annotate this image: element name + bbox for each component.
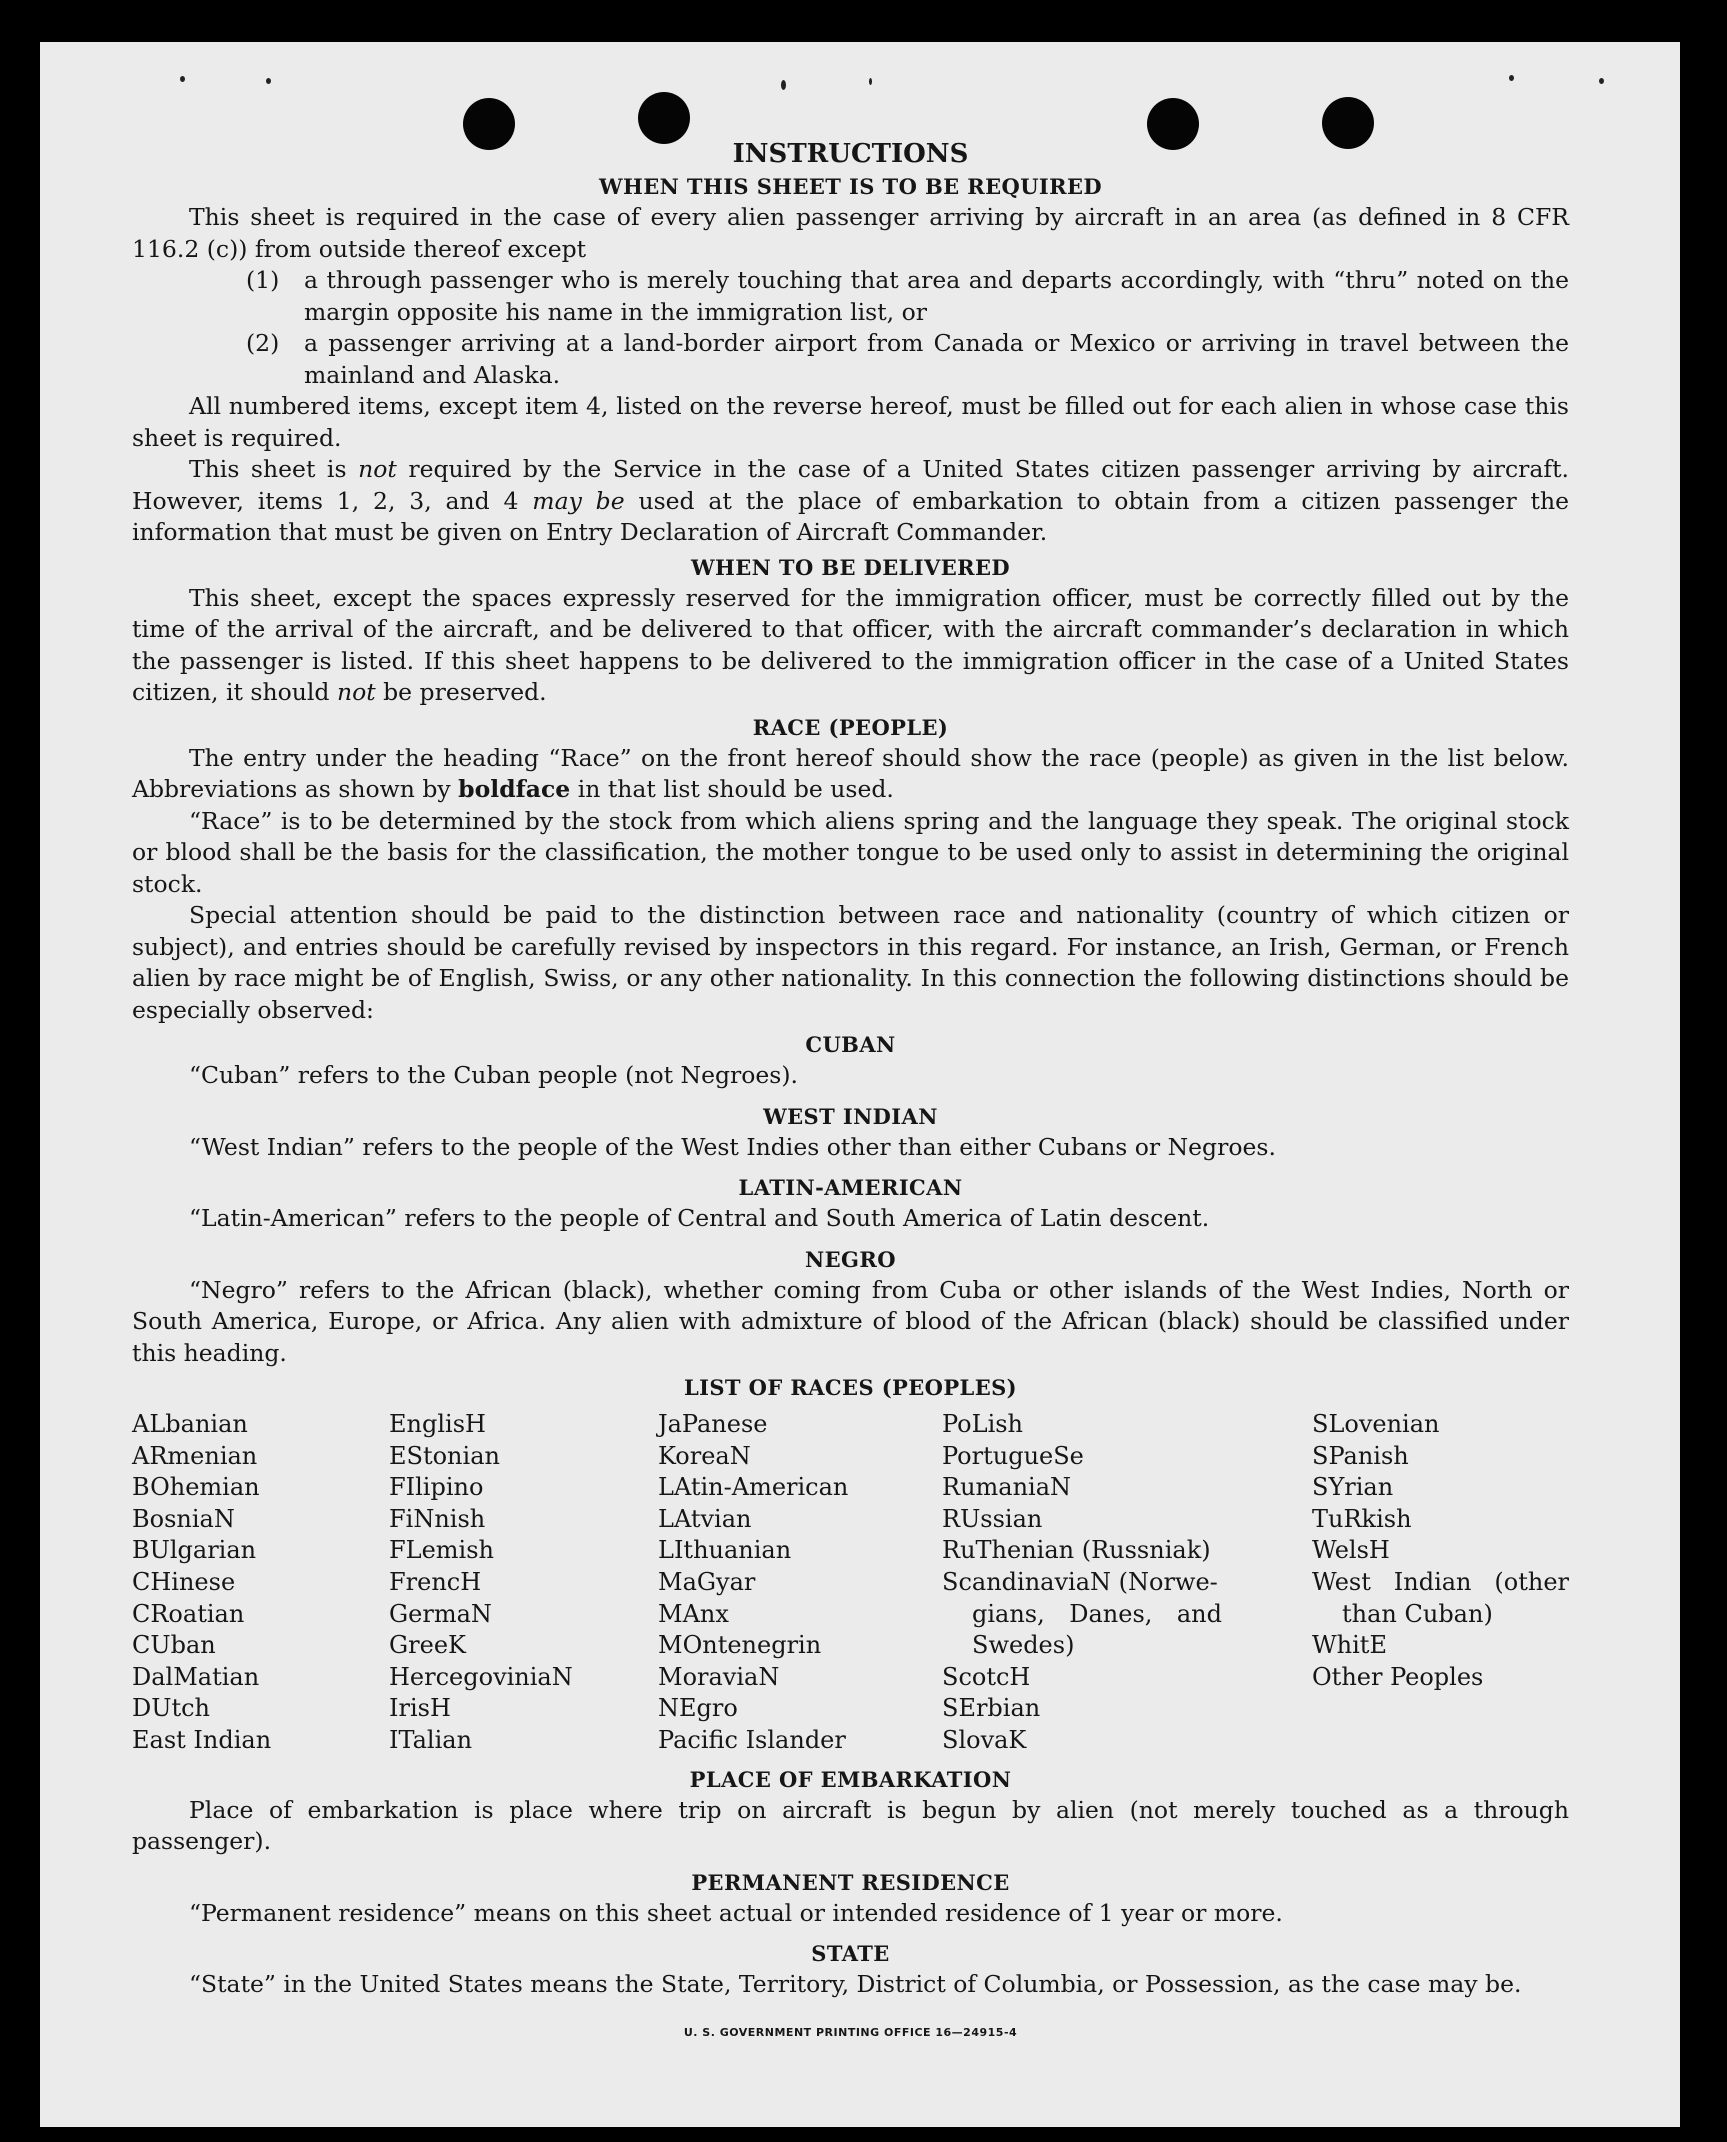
section-heading: WEST INDIAN (763, 1103, 938, 1129)
race-entry: TuRkish (1312, 1504, 1412, 1533)
race-entry: EStonian (389, 1441, 500, 1470)
document-sheet (40, 42, 1680, 2127)
race-entry: ALbanian (132, 1410, 248, 1438)
race-entry: EnglisH (389, 1410, 486, 1438)
race-entry: FrencH (389, 1567, 482, 1596)
race-column (658, 1409, 942, 1757)
race-entry: ScotcH (942, 1662, 1031, 1691)
race-list (132, 1409, 1569, 1757)
paragraph: Place of embarkation is place where trip on aircraft is begun by alien (not merely touched as a through passenger). (132, 1795, 1569, 1856)
race-entry: LAtvian (658, 1504, 752, 1533)
section-heading: PLACE OF EMBARKATION (689, 1766, 1012, 1792)
race-entry: DalMatian (132, 1662, 260, 1691)
race-entry: NEgro (658, 1694, 738, 1723)
race-column (1312, 1409, 1569, 1757)
paragraph: “Cuban” refers to the Cuban people (not Negroes). (189, 1061, 799, 1089)
race-entry: Other Peoples (1312, 1662, 1484, 1691)
race-entry: MAnx (658, 1599, 729, 1628)
section-heading: PERMANENT RESIDENCE (691, 1869, 1010, 1895)
race-entry: FLemish (389, 1536, 494, 1565)
race-column (389, 1409, 658, 1757)
race-entry: GreeK (389, 1631, 466, 1660)
speck (180, 76, 185, 82)
race-entry: HercegoviniaN (389, 1662, 573, 1691)
race-column (942, 1409, 1312, 1757)
section-heading: STATE (811, 1941, 890, 1967)
race-entry: East Indian (132, 1725, 272, 1754)
section-heading: WHEN TO BE DELIVERED (690, 554, 1010, 580)
race-entry: West Indian (other (1312, 1567, 1569, 1596)
paragraph: “Latin-American” refers to the people of Central and South America of Latin descent. (189, 1204, 1210, 1232)
section-heading: RACE (PEOPLE) (752, 714, 949, 740)
section-heading: LATIN-AMERICAN (738, 1175, 963, 1200)
race-entry: SYrian (1312, 1473, 1394, 1502)
race-entry: WelsH (1312, 1536, 1390, 1565)
paragraph: This sheet, except the spaces expressly reserved for the immigration officer, must be correctly filled out by the time of the arrival of the aircraft, and be delivered to that officer, with the aircraft commander’s declaration in which the passenger is listed. If this sheet happens to be delivered to the immigration officer in the case of a United States citizen, it should not be preserved. (132, 583, 1569, 706)
race-entry: CRoatian (132, 1599, 245, 1628)
paragraph: Special attention should be paid to the distinction between race and nationality (country of which citizen or subject), and entries should be carefully revised by inspectors in this regard. For instance, an Irish, German, or French alien by race might be of English, Swiss, or any other nationality. In this connection the following distinctions should be especially observed: (132, 901, 1569, 1024)
race-entry: RUssian (942, 1504, 1043, 1533)
paragraph: “West Indian” refers to the people of the West Indies other than either Cubans or Negroes. (189, 1132, 1276, 1161)
race-entry: WhitE (1312, 1631, 1387, 1660)
race-entry: CUban (132, 1631, 216, 1660)
item-text: a passenger arriving at a land-border airport from Canada or Mexico or arriving in travel between the mainland and Alaska. (304, 329, 1569, 389)
race-entry: LIthuanian (658, 1536, 792, 1565)
race-entry: RuThenian (Russniak) (942, 1536, 1211, 1565)
paragraph: This sheet is not required by the Service in the case of a United States citizen passenger arriving by aircraft. However, items 1, 2, 3, and 4 may be used at the place of embarkation to obtain from a citizen passenger the information that must be given on Entry Declaration of Aircraft Commander. (132, 455, 1569, 546)
race-entry: RumaniaN (942, 1473, 1072, 1502)
race-entry: Swedes) (972, 1631, 1075, 1660)
race-entry: ScandinaviaN (Norwe- (942, 1567, 1218, 1596)
race-entry: than Cuban) (1342, 1599, 1493, 1628)
race-entry: ITalian (389, 1725, 473, 1754)
race-column (132, 1409, 389, 1757)
race-entry: IrisH (389, 1694, 451, 1723)
race-entry: MOntenegrin (658, 1631, 822, 1660)
race-entry: MaGyar (658, 1567, 756, 1596)
race-entry: CHinese (132, 1567, 236, 1596)
paragraph: “Race” is to be determined by the stock from which aliens spring and the language they speak. The original stock or blood shall be the basis for the classification, the mother tongue to be used only to assist in determining the original stock. (132, 806, 1569, 898)
paragraph: “Permanent residence” means on this sheet actual or intended residence of 1 year or more. (189, 1898, 1283, 1927)
paragraph: “Negro” refers to the African (black), whether coming from Cuba or other islands of the West Indies, North or South America, Europe, or Africa. Any alien with admixture of blood of the African (black) should be classified under this heading. (132, 1275, 1569, 1367)
speck (869, 78, 872, 85)
race-entry: FiNnish (389, 1504, 486, 1533)
race-entry: BosniaN (132, 1504, 235, 1533)
race-entry: MoraviaN (658, 1662, 780, 1691)
list-item (246, 265, 1569, 328)
paragraph: All numbered items, except item 4, listed on the reverse hereof, must be filled out for each alien in whose case this sheet is required. (132, 392, 1569, 452)
printer-imprint: U. S. GOVERNMENT PRINTING OFFICE 16—24915-4 (683, 2025, 1018, 2039)
section-heading: CUBAN (805, 1032, 896, 1057)
section-heading: NEGRO (805, 1246, 896, 1272)
race-entry: DUtch (132, 1694, 211, 1723)
race-entry: PortugueSe (942, 1441, 1084, 1470)
race-entry: ARmenian (132, 1441, 258, 1470)
race-entry: GermaN (389, 1599, 492, 1628)
race-entry: SlovaK (942, 1725, 1027, 1754)
race-entry: gians, Danes, and (972, 1599, 1222, 1628)
section-heading: LIST OF RACES (PEOPLES) (683, 1375, 1018, 1400)
speck (1599, 78, 1604, 84)
race-entry: BUlgarian (132, 1536, 257, 1565)
paragraph: This sheet is required in the case of every alien passenger arriving by aircraft in an area (as defined in 8 CFR 116.2 (c)) from outside thereof except (132, 203, 1569, 263)
race-entry: JaPanese (658, 1410, 768, 1438)
list-item (246, 328, 1569, 391)
item-text: a through passenger who is merely touching that area and departs accordingly, with “thru” noted on the margin opposite his name in the immigration list, or (304, 266, 1569, 326)
paragraph: The entry under the heading “Race” on the front hereof should show the race (people) as given in the list below. Abbreviations as shown by boldface in that list should be used. (132, 743, 1569, 803)
speck (781, 80, 786, 90)
item-number: (1) (246, 266, 280, 294)
race-entry: Pacific Islander (658, 1725, 846, 1754)
race-entry: SErbian (942, 1694, 1041, 1723)
page-title: INSTRUCTIONS (732, 139, 969, 169)
instructions-content (132, 134, 1569, 2048)
race-entry: PoLish (942, 1410, 1024, 1438)
race-entry: KoreaN (658, 1441, 751, 1470)
race-entry: BOhemian (132, 1473, 260, 1502)
race-entry: SPanish (1312, 1441, 1409, 1470)
paragraph: “State” in the United States means the State, Territory, District of Columbia, or Possession, as the case may be. (189, 1970, 1522, 1999)
section-heading: WHEN THIS SHEET IS TO BE REQUIRED (598, 174, 1103, 199)
race-entry: FIlipino (389, 1473, 484, 1502)
item-number: (2) (246, 329, 280, 357)
speck (1509, 75, 1514, 81)
race-entry: LAtin-American (658, 1473, 849, 1502)
race-entry: SLovenian (1312, 1410, 1440, 1438)
speck (266, 78, 271, 84)
